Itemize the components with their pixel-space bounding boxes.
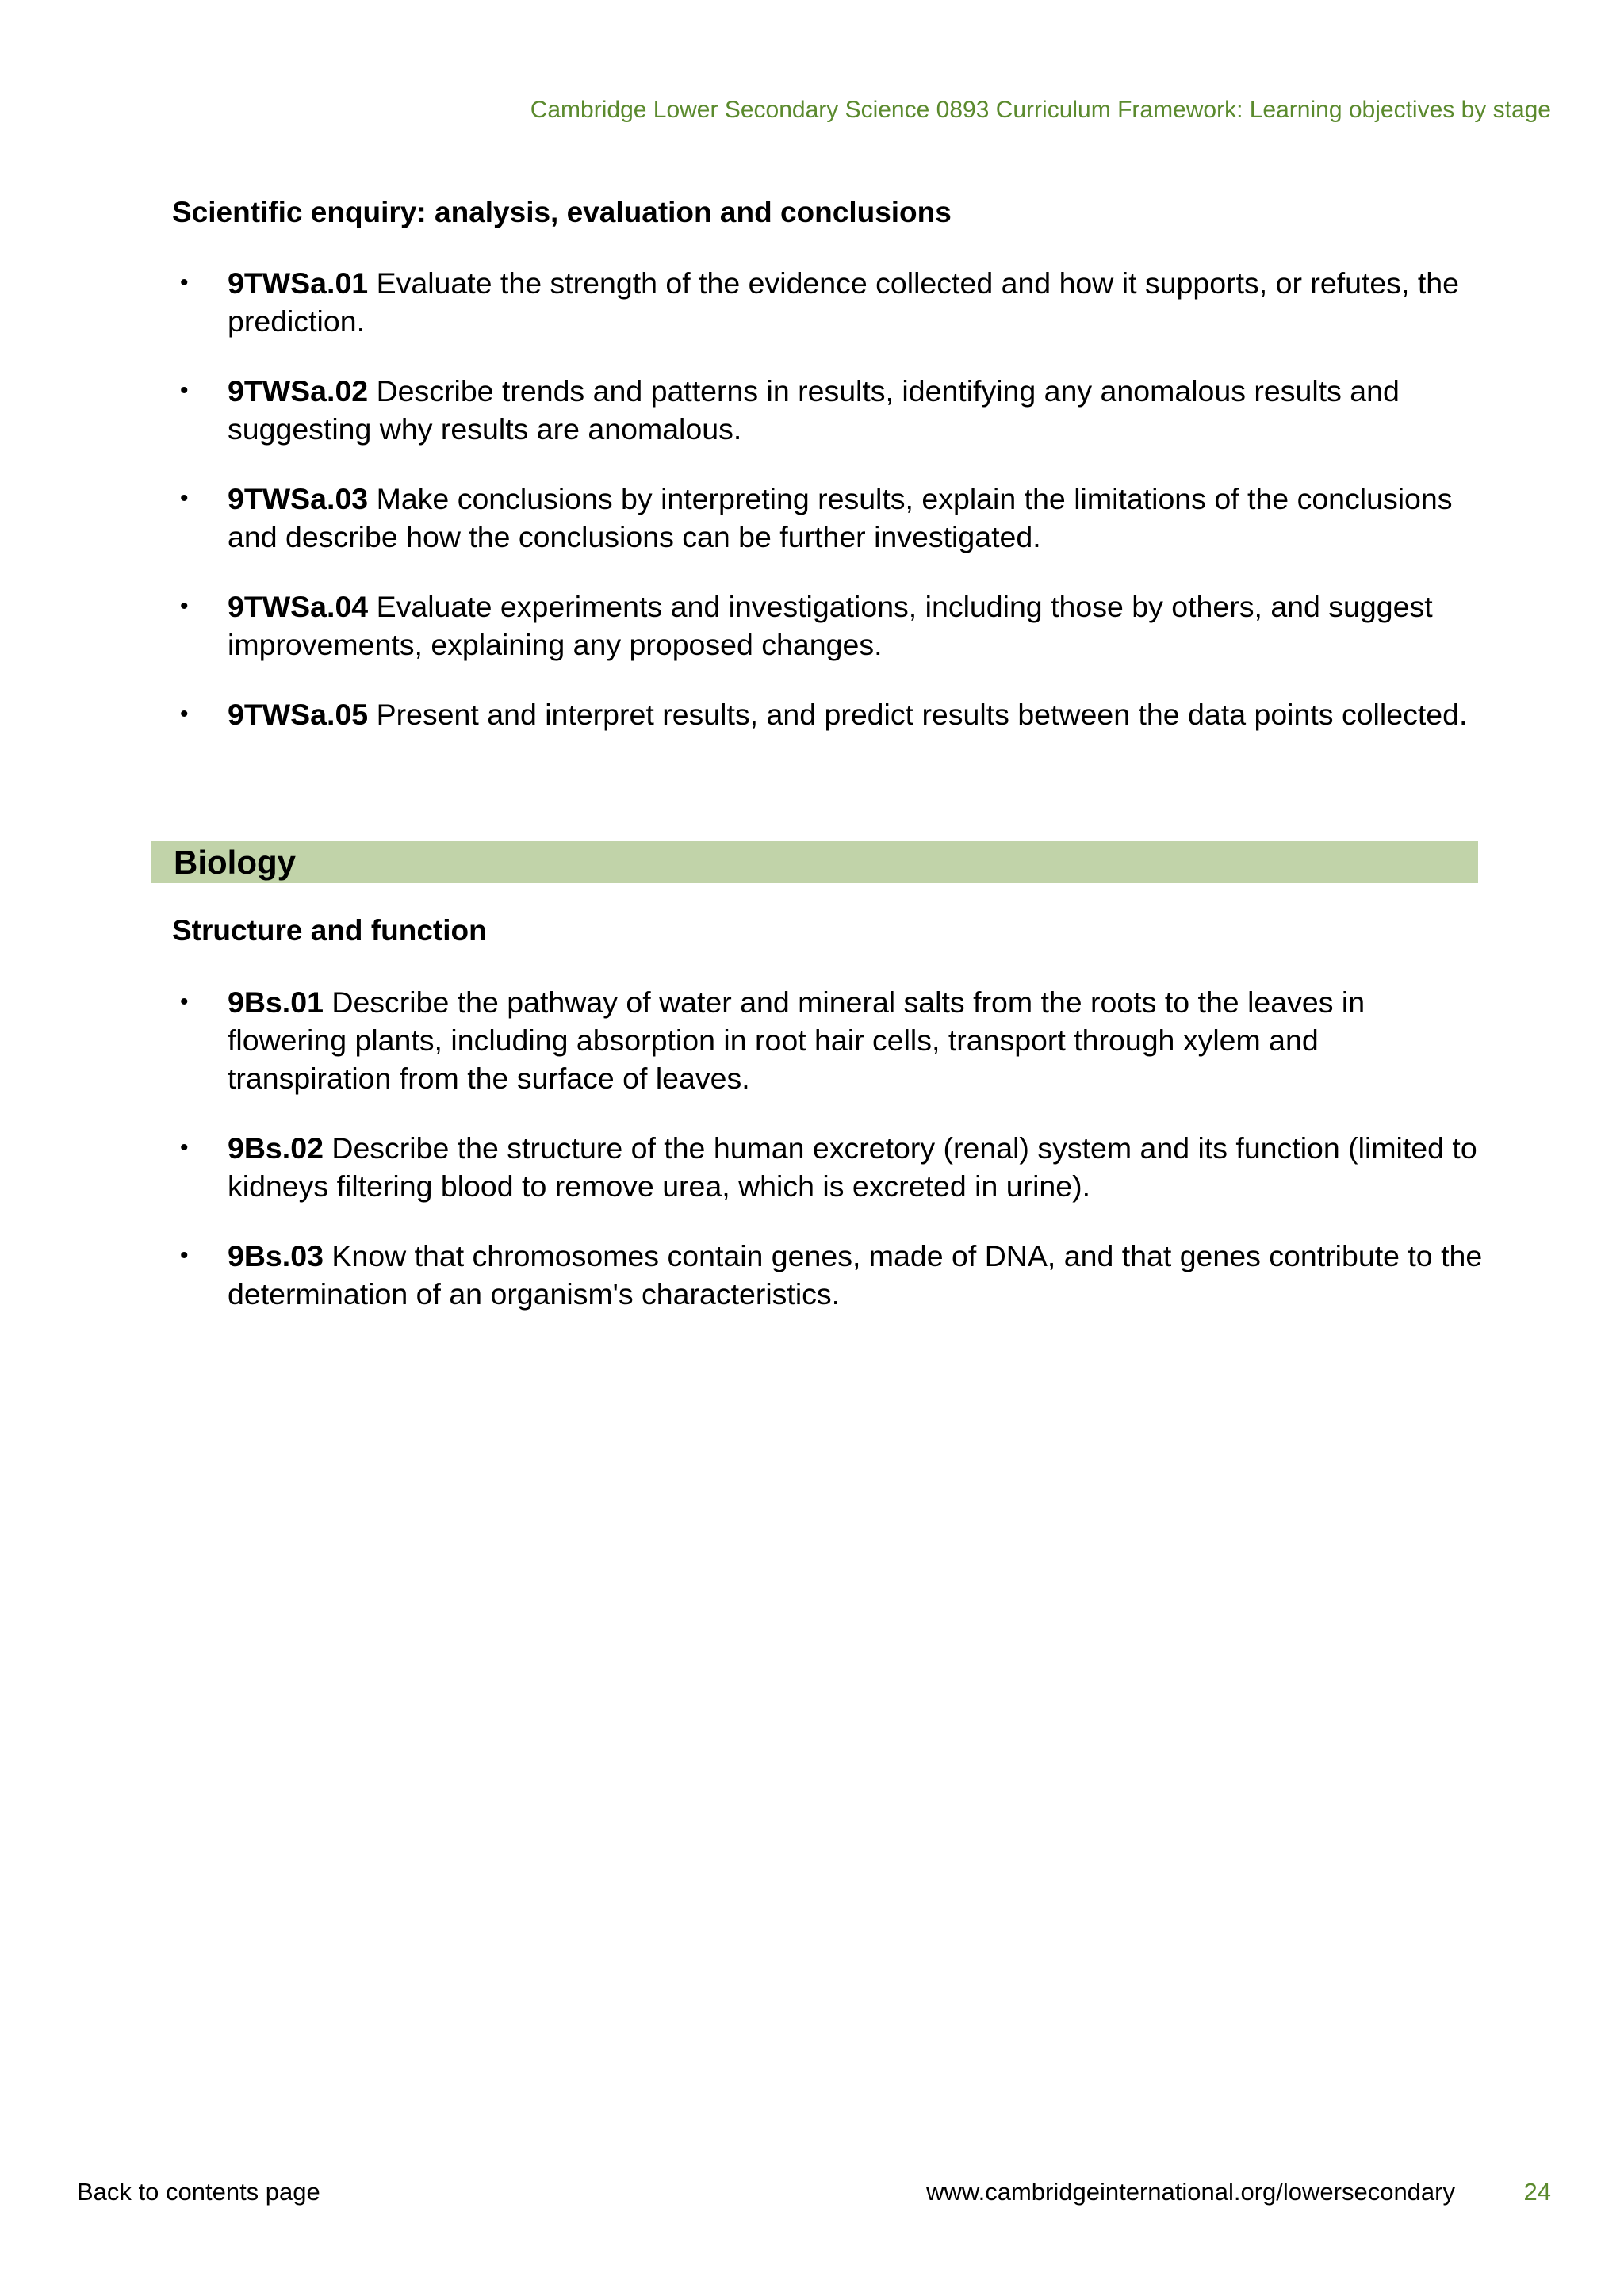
bullet-icon: • [180, 1135, 189, 1161]
objective-item [172, 587, 1488, 664]
bullet-icon: • [180, 485, 189, 511]
objective-item [172, 695, 1488, 733]
objective-text: Evaluate the strength of the evidence collected and how it supports, or refutes, the prediction. [228, 266, 1459, 338]
bullet-icon: • [180, 270, 189, 296]
bullet-icon: • [180, 989, 189, 1015]
objective-code: 9Bs.01 [228, 985, 324, 1019]
objective-text: Make conclusions by interpreting results, explain the limitations of the conclusions and describe how the conclusions can be further investigated. [228, 482, 1453, 553]
running-header: Cambridge Lower Secondary Science 0893 Curriculum Framework: Learning objectives by stage [530, 97, 1551, 123]
website-url-link[interactable]: www.cambridgeinternational.org/lowersecondary [926, 2178, 1455, 2206]
objective-text: Describe trends and patterns in results, identifying any anomalous results and suggesting why results are anomalous. [228, 374, 1400, 446]
enquiry-objective-list [172, 264, 1488, 765]
objective-code: 9Bs.03 [228, 1239, 324, 1272]
objective-code: 9TWSa.01 [228, 266, 369, 300]
bullet-icon: • [180, 593, 189, 619]
objective-code: 9TWSa.04 [228, 590, 369, 623]
objective-item [172, 480, 1488, 556]
objective-text: Evaluate experiments and investigations, including those by others, and suggest improvements, explaining any proposed changes. [228, 590, 1433, 661]
section-heading-structure-function: Structure and function [172, 914, 487, 947]
objective-item [172, 983, 1488, 1097]
objective-text: Know that chromosomes contain genes, made of DNA, and that genes contribute to the determination of an organism's characteristics. [228, 1239, 1483, 1311]
objective-code: 9TWSa.05 [228, 698, 369, 731]
biology-band-title: Biology [174, 844, 296, 881]
objective-item [172, 264, 1488, 340]
objective-text: Describe the structure of the human excretory (renal) system and its function (limited to kidneys filtering blood to remove urea, which is excreted in urine). [228, 1131, 1477, 1203]
objective-code: 9TWSa.02 [228, 374, 369, 408]
biology-objective-list [172, 983, 1488, 1345]
objective-item [172, 372, 1488, 448]
page-number: 24 [1523, 2178, 1551, 2206]
objective-item [172, 1237, 1488, 1313]
objective-item [172, 1129, 1488, 1205]
objective-text: Present and interpret results, and predict results between the data points collected. [368, 698, 1468, 731]
biology-section-band [151, 841, 1478, 883]
bullet-icon: • [180, 377, 189, 404]
objective-code: 9TWSa.03 [228, 482, 369, 515]
section-heading-enquiry: Scientific enquiry: analysis, evaluation and conclusions [172, 196, 952, 228]
objective-code: 9Bs.02 [228, 1131, 324, 1165]
objective-text: Describe the pathway of water and mineral salts from the roots to the leaves in flowering plants, including absorption in root hair cells, transport through xylem and transpiration from the surface of leaves. [228, 985, 1365, 1095]
back-to-contents-link[interactable]: Back to contents page [77, 2178, 320, 2206]
bullet-icon: • [180, 1242, 189, 1269]
bullet-icon: • [180, 701, 189, 727]
